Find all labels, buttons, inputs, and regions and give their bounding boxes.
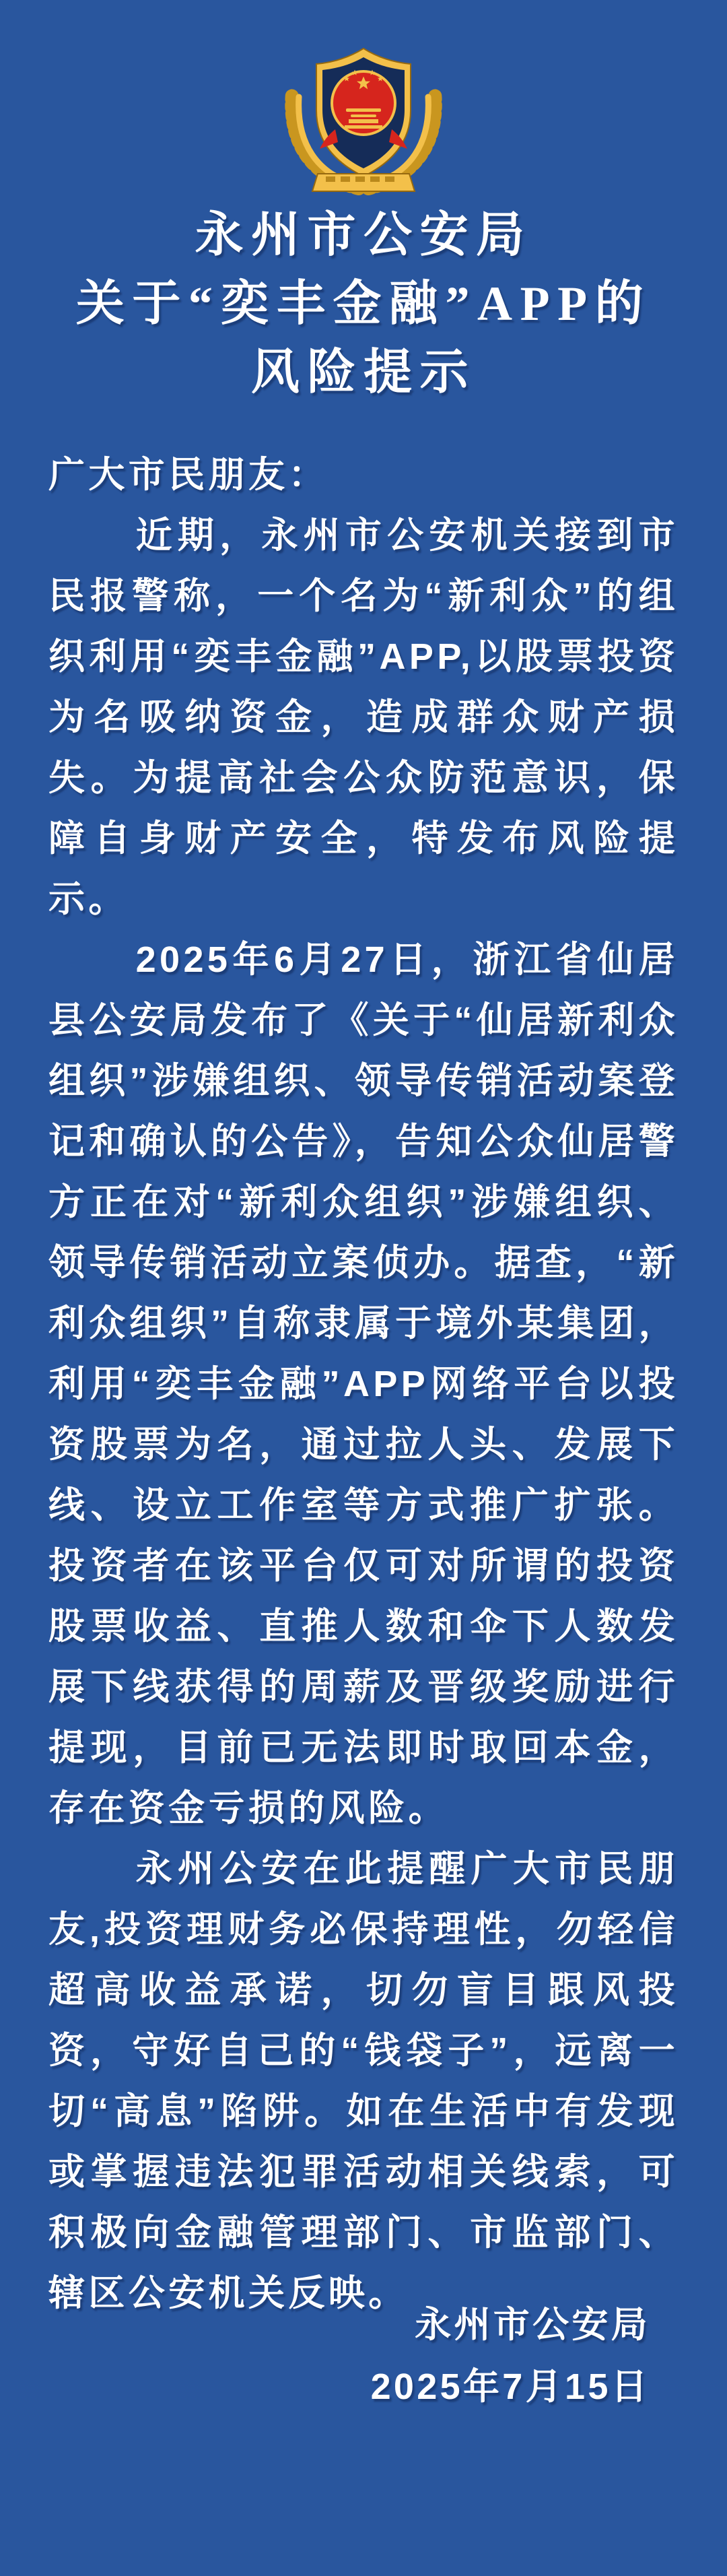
signature-agency: 永州市公安局 <box>415 2305 650 2345</box>
paragraph-1: 近期，永州市公安机关接到市民报警称，一个名为“新利众”的组织利用“奕丰金融”APP,以股票投资为名吸纳资金，造成群众财产损失。为提高社会公众防范意识，保障自身财产安全，特发布风险提示。 <box>48 515 679 919</box>
notice-body <box>48 444 679 2323</box>
salutation: 广大市民朋友： <box>48 455 328 495</box>
signature-date: 2025年7月15日 <box>370 2367 650 2407</box>
title-line-3: 风险提示 <box>250 345 477 399</box>
title-line-1: 永州市公安局 <box>195 208 532 262</box>
signature-block <box>371 2294 679 2418</box>
paragraph-2: 2025年6月27日，浙江省仙居县公安局发布了《关于“仙居新利众组织”涉嫌组织、领导传销活动案登记和确认的公告》，告知公众仙居警方正在对“新利众组织”涉嫌组织、领导传销活动立案侦办。据查，“新利众组织”自称隶属于境外某集团，利用“奕丰金融”APP网络平台以投资股票为名，通过拉人头、发展下线、设立工作室等方式推广扩张。投资者在该平台仅可对所谓的投资股票收益、直推人数和伞下人数发展下线获得的周薪及晋级奖励进行提现，目前已无法即时取回本金，存在资金亏损的风险。 <box>48 939 679 1828</box>
title-line-2: 关于“奕丰金融”APP的 <box>75 277 652 331</box>
notice-title <box>0 201 727 407</box>
police-emblem-icon <box>279 43 448 199</box>
paragraph-3: 永州公安在此提醒广大市民朋友,投资理财务必保持理性，勿轻信超高收益承诺，切勿盲目跟风投资，守好自己的“钱袋子”，远离一切“高息”陷阱。如在生活中有发现或掌握违法犯罪活动相关线索，可积极向金融管理部门、市监部门、辖区公安机关反映。 <box>48 1849 679 2313</box>
